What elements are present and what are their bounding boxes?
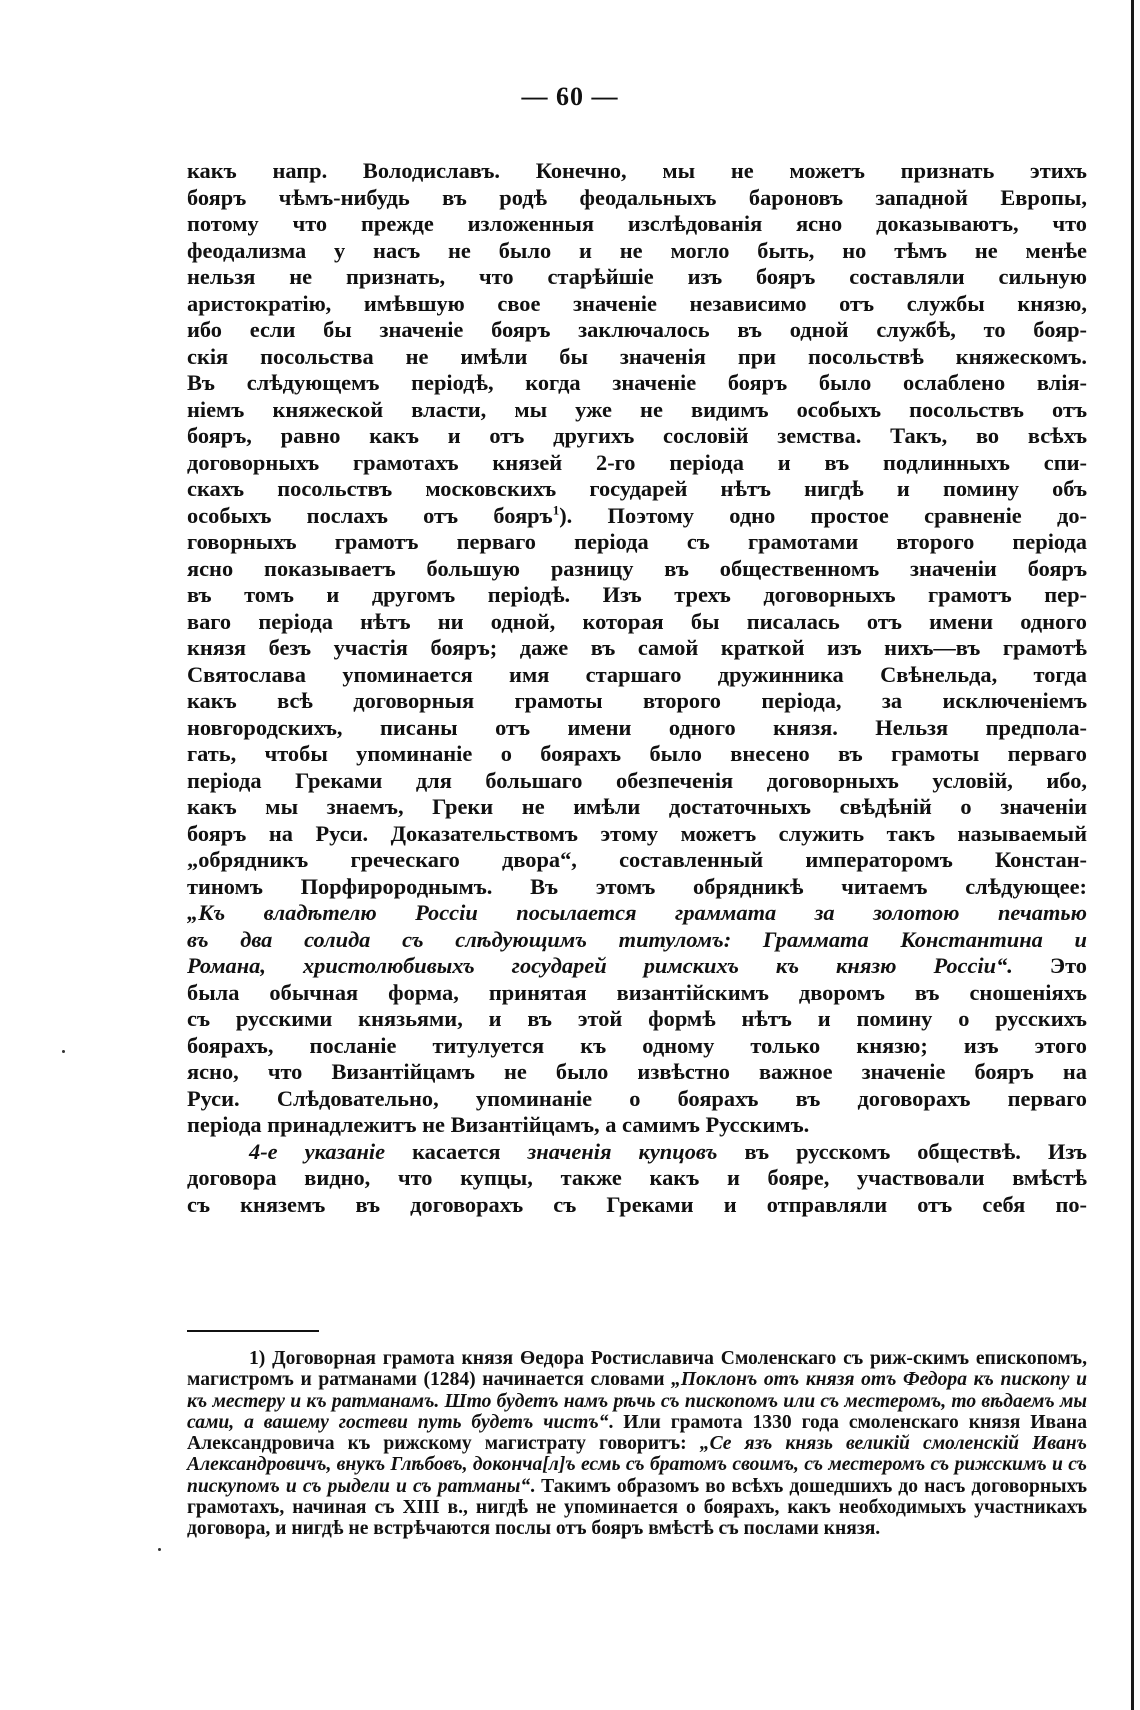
text-line: князя безъ участія бояръ; даже въ самой краткой изъ нихъ—въ грамотѣ (187, 635, 1087, 660)
page-edge-line (1131, 0, 1134, 1710)
text-line (187, 503, 1087, 530)
text-fragment: Это (1012, 953, 1087, 978)
emphasis: 4-е указаніе (249, 1138, 386, 1164)
emphasis: значенія купцовъ (527, 1138, 718, 1164)
page-number: — 60 — (521, 82, 619, 111)
text-line: нельзя не признать, что старѣйшіе изъ бояръ составляли сильную (187, 264, 1087, 289)
text-line: Въ слѣдующемъ періодѣ, когда значеніе бояръ было ослаблено влія- (187, 370, 1087, 395)
text-line: Святослава упоминается имя старшаго дружинника Свѣнельда, тогда (187, 661, 1087, 687)
text-line: гать, чтобы упоминаніе о боярахъ было внесено въ грамоты перваго (187, 741, 1087, 766)
text-line: въ томъ и другомъ періодѣ. Изъ трехъ договорныхъ грамотъ пер- (187, 582, 1087, 607)
quote-line: въ два солида съ слѣдующимъ титуломъ: Граммата Константина и (187, 926, 1087, 952)
text-line: ясно, что Византійцамъ не было извѣстно важное значеніе бояръ на (187, 1059, 1087, 1084)
footnote-paragraph (187, 1348, 1087, 1540)
footnote-text: . Такимъ образомъ во всѣхъ дошедшихъ до насъ договорныхъ грамотахъ, начиная съ XIII в., нигдѣ не упоминается о боярахъ, какъ необходимыхъ участникахъ договора, и нигдѣ не встрѣчаются послы отъ бояръ вмѣстѣ съ послами князя. (187, 1475, 1087, 1540)
text-line: какъ мы знаемъ, Греки не имѣли достаточныхъ свѣдѣній о значеніи (187, 794, 1087, 819)
text-line: бояръ на Руси. Доказательствомъ этому можетъ служить такъ называемый (187, 820, 1087, 846)
text-line: тиномъ Порфиророднымъ. Въ этомъ обрядникѣ читаемъ слѣдующее: (187, 873, 1087, 899)
text-line: періода принадлежитъ не Византійцамъ, а самимъ Русскимъ. (187, 1112, 810, 1137)
text-line (187, 1139, 1087, 1166)
text-line: бояръ, равно какъ и отъ другихъ сословій земства. Такъ, во всѣхъ (187, 423, 1087, 448)
text-line: скахъ посольствъ московскихъ государей нѣтъ нигдѣ и помину объ (187, 476, 1087, 501)
text-line: феодализма у насъ не было и не могло быть, но тѣмъ не менѣе (187, 237, 1087, 263)
text-line: говорныхъ грамотъ перваго періода съ грамотами второго періода (187, 529, 1087, 554)
footnote-text: 1) Договорная грамота князя Өедора Ростиславича Смоленскаго съ риж-скимъ епископомъ, магистромъ и ратманами (1284) начинается словами (187, 1348, 1087, 1391)
text-line: бояръ чѣмъ-нибудь въ родѣ феодальныхъ бароновъ западной Европы, (187, 184, 1087, 210)
text-line: ваго періода нѣтъ ни одной, которая бы писалась отъ имени одного (187, 608, 1087, 634)
text-line: аристократію, имѣвшую свое значеніе независимо отъ службы князю, (187, 290, 1087, 316)
footnote (187, 1348, 1087, 1540)
text-line: какъ всѣ договорныя грамоты второго періода, за исключеніемъ (187, 688, 1087, 713)
text-line: какъ напр. Володиславъ. Конечно, мы не можетъ признать этихъ (187, 158, 1087, 183)
quote-line: „Къ владѣтелю Россіи посылается граммата за золотою печатью (187, 900, 1087, 925)
quote-fragment: Романа, христолюбивыхъ государей римскихъ къ князю Россіи“. (187, 953, 1013, 978)
text-line: договора видно, что купцы, также какъ и бояре, участвовали вмѣстѣ (187, 1165, 1087, 1190)
text-line: періода Греками для большаго обезпеченія договорныхъ условій, ибо, (187, 767, 1087, 793)
footnote-ref: 1 (552, 502, 560, 518)
text-line (187, 953, 1087, 980)
text-fragment: касается (385, 1138, 528, 1164)
scan-speck (158, 1548, 161, 1551)
text-line: потому что прежде изложенныя изслѣдованія ясно доказываютъ, что (187, 211, 1087, 236)
footnote-quote: „Поклонъ отъ князя отъ Федора къ пископу и къ местеру и къ ратманамъ. Што будетъ намъ рѣчь съ пископомъ или съ местеромъ, то вѣдаемъ мы сами, а вашему гостеви путь будетъ чистъ“ (187, 1369, 1087, 1433)
paragraph-1 (187, 158, 1087, 1139)
footnote-text: . Или грамота 1330 года смоленскаго князя Ивана Александровича къ рижскому магистрату говоритъ: (187, 1411, 1087, 1455)
text-line: ибо если бы значеніе бояръ заключалось въ одной службѣ, то бояр- (187, 317, 1087, 342)
text-fragment: въ русскомъ обществѣ. Изъ (717, 1138, 1087, 1164)
footnote-divider (187, 1330, 319, 1332)
scan-speck (62, 1050, 65, 1053)
text-line: „обрядникъ греческаго двора“, составленный императоромъ Констан- (187, 847, 1087, 872)
text-line: была обычная форма, принятая византійскимъ дворомъ въ сношеніяхъ (187, 979, 1087, 1005)
text-line: боярахъ, посланіе титулуется къ одному только князю; изъ этого (187, 1032, 1087, 1058)
footnote-quote: „Се язъ князь великій смоленскій Иванъ Александровичъ, внукъ Глѣбовъ, доконча[л]ъ есмь съ братомъ своимъ, съ местеромъ съ рижскимъ и съ пискупомъ и съ рыдели и съ ратманы“ (187, 1433, 1087, 1497)
text-line: съ русскими князьями, и въ этой формѣ нѣтъ и помину о русскихъ (187, 1006, 1087, 1031)
text-line: новгородскихъ, писаны отъ имени одного князя. Нельзя предпола- (187, 714, 1087, 740)
main-text (187, 158, 1087, 1218)
text-fragment: ). Поэтому одно простое сравненіе до- (559, 502, 1087, 528)
paragraph-2 (187, 1139, 1087, 1219)
text-line: скія посольства не имѣли бы значенія при посольствѣ княжескомъ. (187, 343, 1087, 369)
text-line: ясно показываетъ большую разницу въ общественномъ значеніи бояръ (187, 555, 1087, 581)
text-fragment: особыхъ послахъ отъ бояръ (187, 502, 553, 528)
text-line: съ княземъ въ договорахъ съ Греками и отправляли отъ себя по- (187, 1191, 1087, 1217)
text-line: ніемъ княжеской власти, мы уже не видимъ особыхъ посольствъ отъ (187, 396, 1087, 422)
text-line: договорныхъ грамотахъ князей 2-го періода и въ подлинныхъ спи- (187, 449, 1087, 475)
text-line: Руси. Слѣдовательно, упоминаніе о боярахъ въ договорахъ перваго (187, 1085, 1087, 1111)
